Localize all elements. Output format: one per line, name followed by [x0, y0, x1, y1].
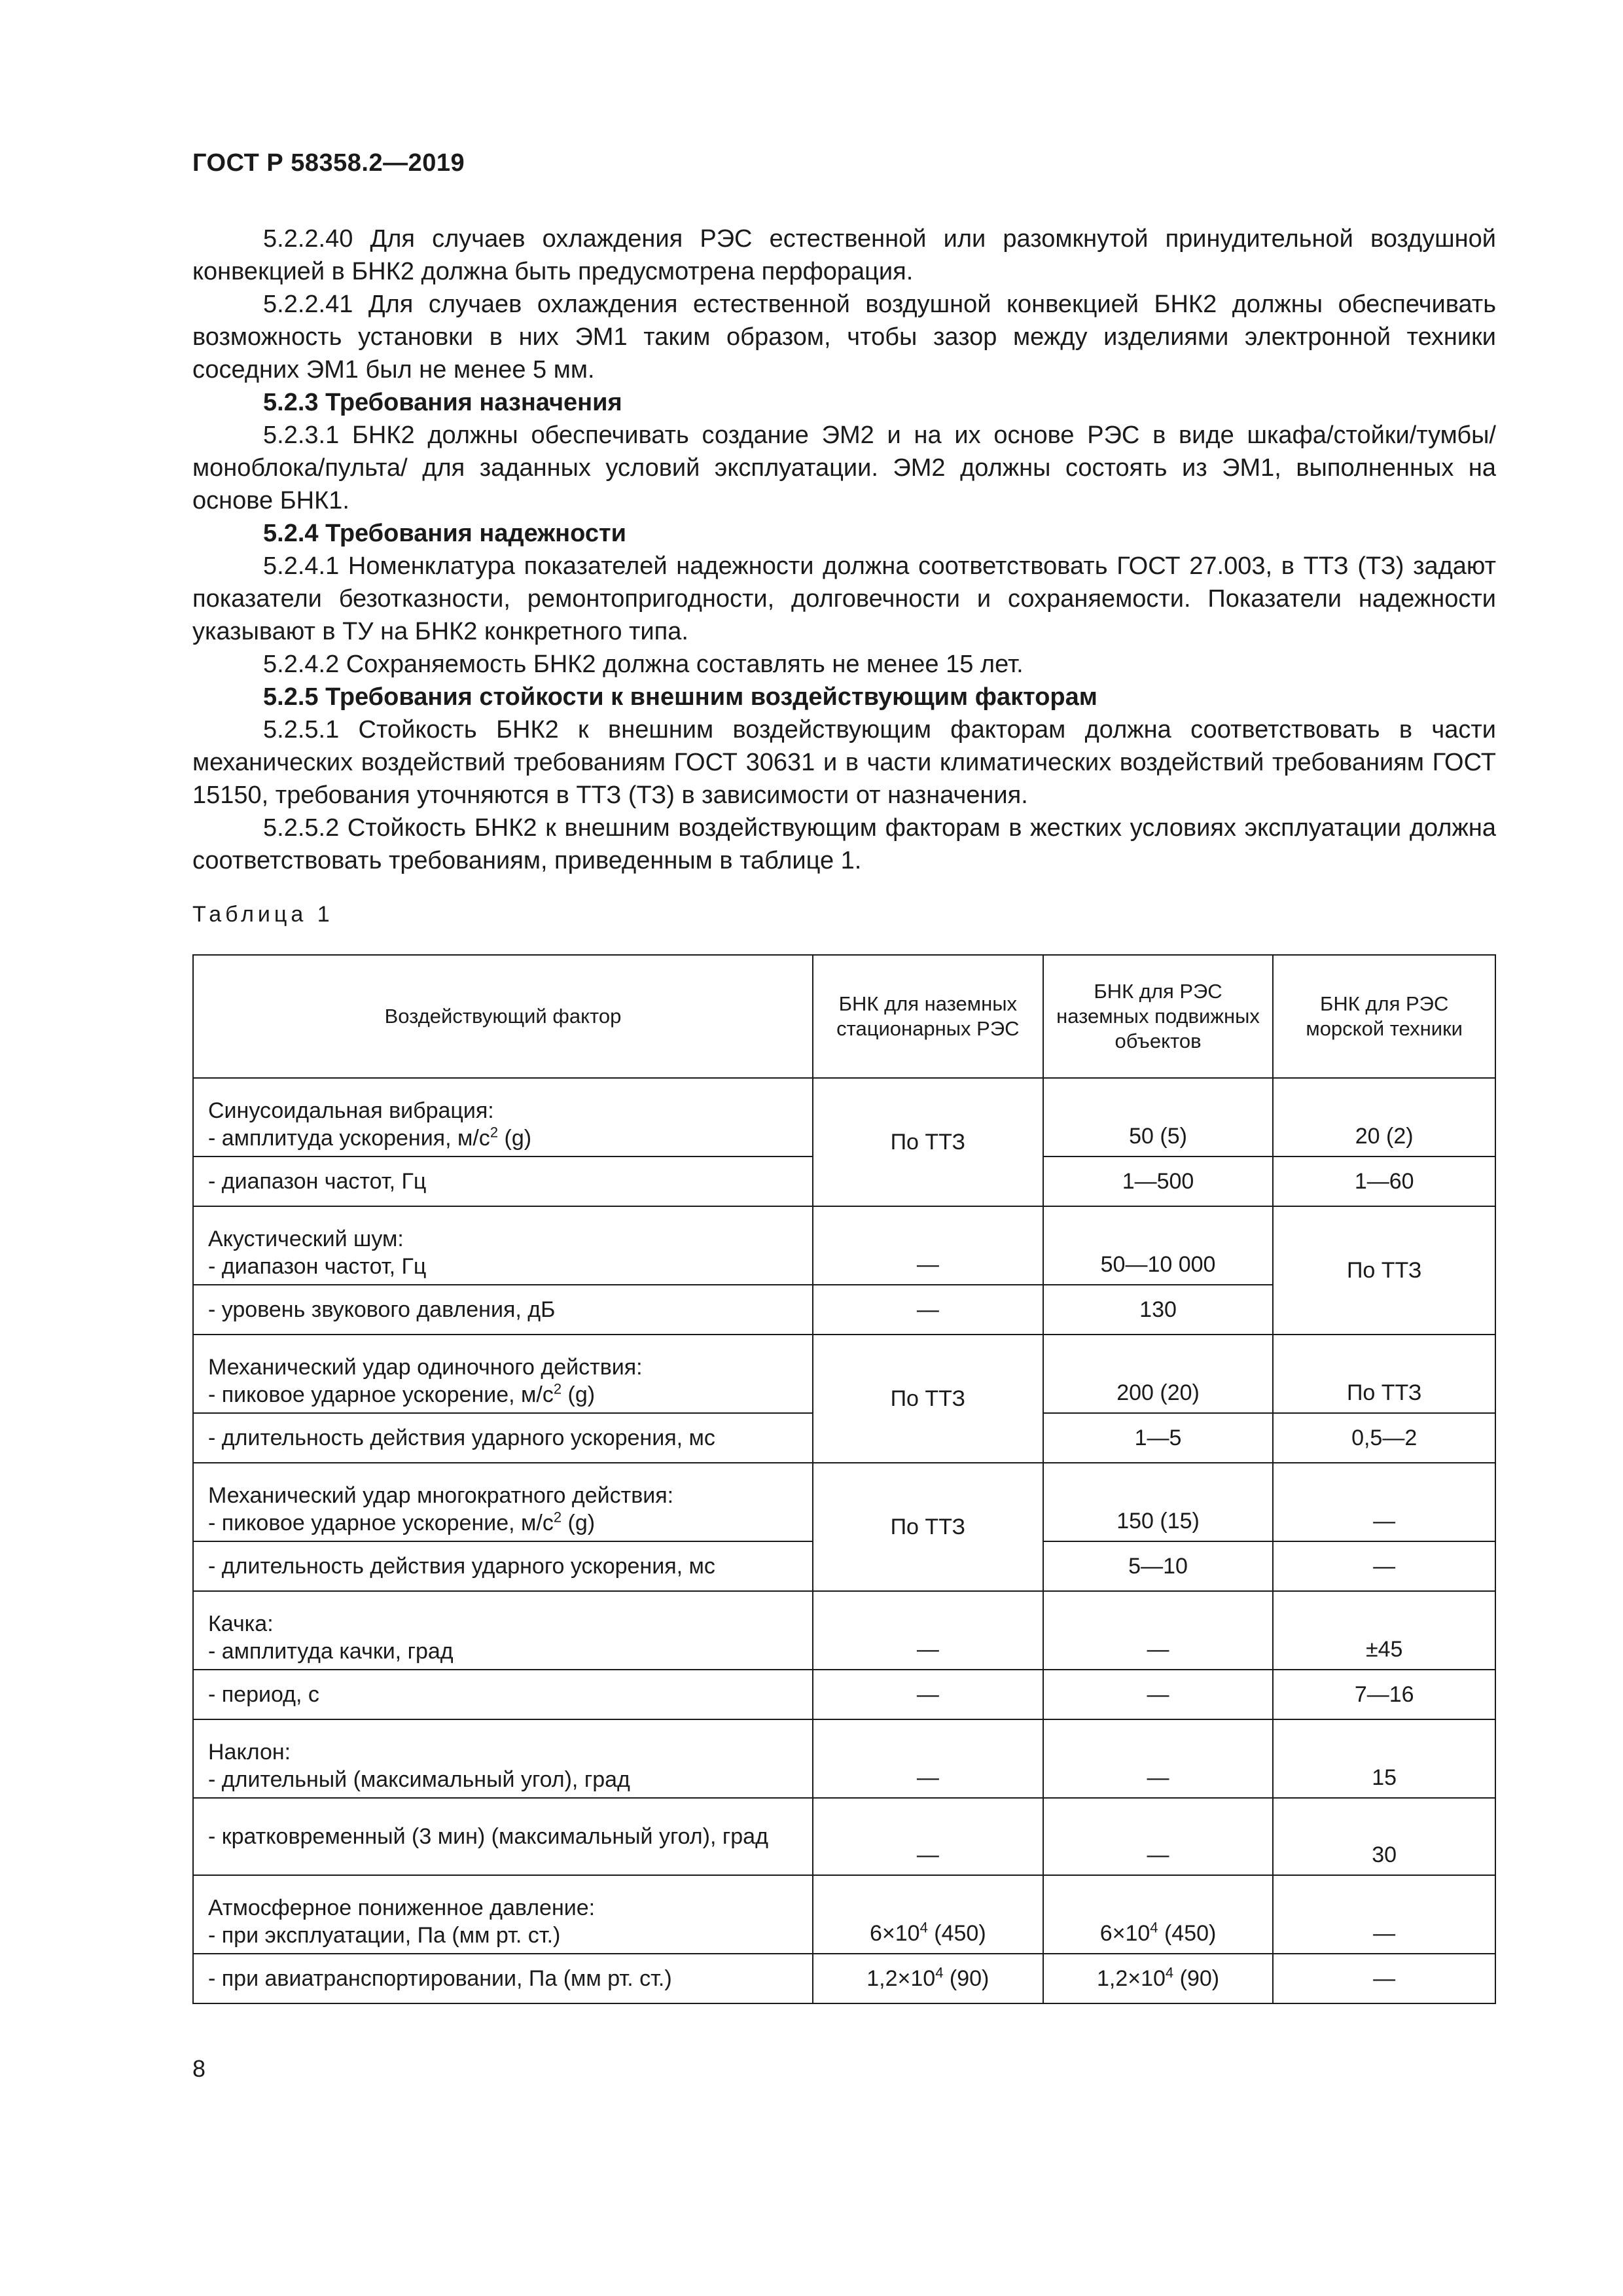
section-heading: 5.2.3 Требования назначения [263, 389, 622, 416]
cell: $6\times 10^4$ (450) [1043, 1875, 1274, 1954]
cell-merged: По ТТЗ [1273, 1206, 1495, 1335]
table-header-row [193, 955, 1495, 1078]
paragraph: 5.2.3.1 БНК2 должны обеспечивать создание ЭМ2 и на их основе РЭС в виде шкафа/стойки/тумбы/моноблока/пульта/ для заданных условий эксплуатации. ЭМ2 должны состоять из ЭМ1, выполненных на основе БНК1. [192, 422, 1496, 514]
row-label: - уровень звукового давления, дБ [193, 1285, 813, 1335]
cell: 1—500 [1043, 1157, 1274, 1206]
cell: 150 (15) [1043, 1463, 1274, 1541]
row-sub-label: - пиковое ударное ускорение, $м/с^2$ (g) [208, 1380, 596, 1407]
row-sub-label: - пиковое ударное ускорение, $м/с^2$ (g) [208, 1509, 596, 1535]
header-factor: Воздействующий фактор [193, 955, 813, 1078]
section-heading: 5.2.5 Требования стойкости к внешним воздействующим факторам [263, 683, 1097, 711]
table-row [193, 1078, 1495, 1157]
cell: 130 [1043, 1285, 1274, 1335]
cell: 1—5 [1043, 1413, 1274, 1463]
table-caption: Таблица 1 [192, 902, 334, 927]
paragraph: 5.2.5.1 Стойкость БНК2 к внешним воздействующим факторам должна соответствовать в части механических воздействий требованиям ГОСТ 30631 и в части климатических воздействий требованиям ГОСТ 15150, требования уточняются в ТТЗ (ТЗ) в зависимости от назначения. [192, 716, 1496, 809]
header-col3: БНК для РЭС морской техники [1273, 955, 1495, 1078]
group-title: Атмосферное пониженное давление: [208, 1895, 596, 1920]
cell-merged: По ТТЗ [813, 1078, 1043, 1206]
row-label: - диапазон частот, Гц [193, 1157, 813, 1206]
cell: ±45 [1273, 1591, 1495, 1670]
cell-merged: По ТТЗ [813, 1335, 1043, 1463]
row-label [193, 1875, 813, 1954]
cell-merged: По ТТЗ [813, 1463, 1043, 1591]
cell: 30 [1273, 1798, 1495, 1875]
group-title: Качка: [208, 1611, 274, 1636]
requirements-table [192, 954, 1496, 2004]
row-label [193, 1078, 813, 1157]
cell: 15 [1273, 1719, 1495, 1798]
cell: 50 (5) [1043, 1078, 1274, 1157]
group-title: Механический удар многократного действия: [208, 1483, 674, 1508]
row-label: - период, с [193, 1670, 813, 1719]
paragraph: 5.2.4.1 Номенклатура показателей надежности должна соответствовать ГОСТ 27.003, в ТТЗ (ТЗ) задают показатели безотказности, ремонтопригодности, долговечности и сохраняемости. Показатели надежности указывают в ТУ на БНК2 конкретного типа. [192, 552, 1496, 645]
cell: — [813, 1285, 1043, 1335]
header-col1: БНК для наземных стационарных РЭС [813, 955, 1043, 1078]
cell: 20 (2) [1273, 1078, 1495, 1157]
table-row [193, 1463, 1495, 1541]
cell: — [1273, 1541, 1495, 1591]
row-sub-label: - при эксплуатации, Па (мм рт. ст.) [208, 1923, 561, 1948]
cell: 50—10 000 [1043, 1206, 1274, 1285]
group-title: Акустический шум: [208, 1227, 404, 1251]
row-label: - кратковременный (3 мин) (максимальный угол), град [193, 1798, 813, 1875]
row-sub-label: - длительный (максимальный угол), град [208, 1767, 630, 1792]
cell: 0,5—2 [1273, 1413, 1495, 1463]
cell: — [813, 1798, 1043, 1875]
cell: 200 (20) [1043, 1335, 1274, 1413]
table-row [193, 1719, 1495, 1798]
cell: По ТТЗ [1273, 1335, 1495, 1413]
table-row [193, 1798, 1495, 1875]
row-sub-label: - диапазон частот, Гц [208, 1254, 427, 1279]
row-label: - длительность действия ударного ускорения, мс [193, 1541, 813, 1591]
table-row [193, 1670, 1495, 1719]
page-number: 8 [192, 2055, 206, 2082]
row-label: - длительность действия ударного ускорения, мс [193, 1413, 813, 1463]
cell: — [813, 1206, 1043, 1285]
cell: — [1043, 1798, 1274, 1875]
cell: 7—16 [1273, 1670, 1495, 1719]
cell: — [1043, 1670, 1274, 1719]
body-text [192, 223, 1496, 877]
cell: — [1043, 1719, 1274, 1798]
row-label: - при авиатранспортировании, Па (мм рт. ст.) [193, 1954, 813, 2003]
table-row [193, 1335, 1495, 1413]
group-title: Синусоидальная вибрация: [208, 1098, 494, 1123]
table-row [193, 1206, 1495, 1285]
paragraph: 5.2.5.2 Стойкость БНК2 к внешним воздействующим факторам в жестких условиях эксплуатации должна соответствовать требованиям, приведенным в таблице 1. [192, 814, 1496, 874]
cell: 5—10 [1043, 1541, 1274, 1591]
row-label [193, 1335, 813, 1413]
row-label [193, 1463, 813, 1541]
table-row [193, 1591, 1495, 1670]
paragraph: 5.2.2.41 Для случаев охлаждения естественной воздушной конвекцией БНК2 должны обеспечивать возможность установки в них ЭМ1 таким образом, чтобы зазор между изделиями электронной техники соседних ЭМ1 был не менее 5 мм. [192, 291, 1496, 384]
paragraph: 5.2.4.2 Сохраняемость БНК2 должна составлять не менее 15 лет. [263, 651, 1024, 678]
cell: — [813, 1719, 1043, 1798]
cell: $1,2\times 10^4$ (90) [813, 1954, 1043, 2003]
cell: — [1273, 1954, 1495, 2003]
cell: 1—60 [1273, 1157, 1495, 1206]
header-col2: БНК для РЭС наземных подвижных объектов [1043, 955, 1274, 1078]
cell: — [1273, 1875, 1495, 1954]
group-title: Наклон: [208, 1740, 291, 1765]
cell: — [1273, 1463, 1495, 1541]
document-header: ГОСТ Р 58358.2—2019 [192, 149, 465, 177]
table-row [193, 1954, 1495, 2003]
row-sub-label: - амплитуда ускорения, $м/с^2$ (g) [208, 1124, 532, 1151]
group-title: Механический удар одиночного действия: [208, 1355, 643, 1380]
section-heading: 5.2.4 Требования надежности [263, 520, 626, 547]
row-label [193, 1719, 813, 1798]
row-label [193, 1591, 813, 1670]
cell: — [1043, 1591, 1274, 1670]
cell: $1,2\times 10^4$ (90) [1043, 1954, 1274, 2003]
row-sub-label: - амплитуда качки, град [208, 1639, 454, 1664]
table-row [193, 1875, 1495, 1954]
cell: — [813, 1591, 1043, 1670]
cell: $6\times 10^4$ (450) [813, 1875, 1043, 1954]
paragraph: 5.2.2.40 Для случаев охлаждения РЭС естественной или разомкнутой принудительной воздушной конвекцией в БНК2 должна быть предусмотрена перфорация. [192, 225, 1496, 285]
cell: — [813, 1670, 1043, 1719]
row-label [193, 1206, 813, 1285]
